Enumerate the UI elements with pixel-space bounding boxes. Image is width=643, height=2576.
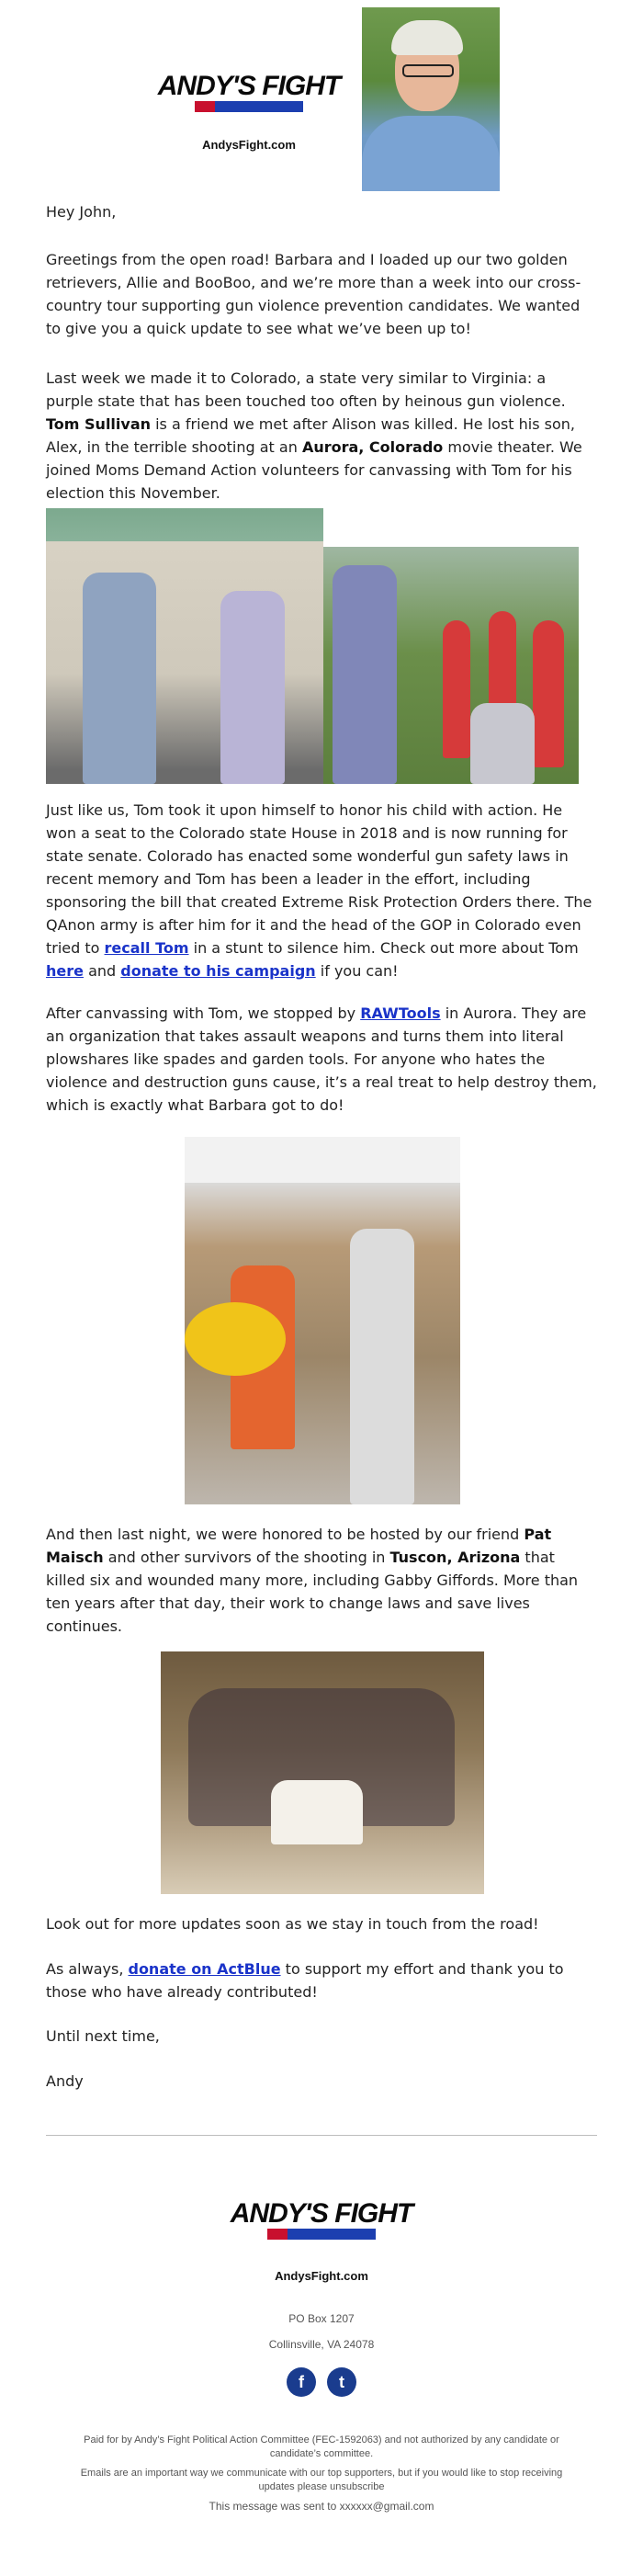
signoff: Until next time, <box>46 2027 160 2045</box>
facebook-icon[interactable]: f <box>287 2367 316 2397</box>
unsubscribe-note[interactable]: Emails are an important way we communicate with our top supporters, but if you would like to stop receiving updates please unsubscribe <box>80 2468 563 2492</box>
footer-po-box: PO Box 1207 <box>288 2312 355 2325</box>
footer-divider <box>46 2135 597 2136</box>
email-header <box>0 0 643 193</box>
paragraph-intro: Greetings from the open road! Barbara and I loaded up our two golden retrievers, Allie and BooBoo, and we’re more than a week into our cross-country tour supporting gun violence prevention candidates. We wanted to give you a quick update to see what we’ve been up to! <box>46 251 581 337</box>
andys-fight-logo[interactable] <box>157 71 341 112</box>
paragraph-donate: As always, donate on ActBlue to support my effort and thank you to those who have already contributed! <box>46 1960 564 2001</box>
paid-for-disclaimer: Paid for by Andy’s Fight Political Action Committee (FEC-1592063) and not authorized by any candidate or candidate’s committee. <box>84 2434 559 2459</box>
greeting: Hey John, <box>46 203 117 221</box>
donate-tom-campaign-link[interactable]: donate to his campaign <box>120 962 316 980</box>
paragraph-tom-sullivan: Just like us, Tom took it upon himself to honor his child with action. He won a seat to the Colorado state House in 2018 and is now running for state senate. Colorado has enacted some wonderful gun safety laws in recent memory and Tom has been a leader in the effort, including sponsoring the bill that created Extreme Risk Protection Orders there. The QAnon army is after him for it and the head of the GOP in Colorado even tried to recall Tom in a stunt to silence him. Check out more about Tom here and donate to his campaign if you can! <box>46 801 592 980</box>
footer-logo-flag-bar <box>267 2229 376 2240</box>
paragraph-rawtools: After canvassing with Tom, we stopped by RAWTools in Aurora. They are an organization that takes assault weapons and turns them into literal plowshares like spades and garden tools. For anyone who hates the violence and destruction guns cause, it’s a real treat to help destroy them, which is exactly what Barbara got to do! <box>46 1004 597 1114</box>
arizona-group-photo <box>161 1651 484 1894</box>
paragraph-arizona: And then last night, we were honored to be hosted by our friend Pat Maisch and other survivors of the shooting in Tuscon, Arizona that killed six and wounded many more, including Gabby Giffords. More than ten years after that day, their work to change laws and save lives continues. <box>46 1526 579 1635</box>
logo-wordmark: ANDY'S FIGHT <box>157 71 341 101</box>
paragraph-colorado: Last week we made it to Colorado, a state very similar to Virginia: a purple state that has been touched too often by heinous gun violence. Tom Sullivan is a friend we met after Alison was killed. He lost his son, Alex, in the terrible shooting at an Aurora, Colorado movie theater. We joined Moms Demand Action volunteers for canvassing with Tom for his election this November. <box>46 369 582 502</box>
twitter-icon[interactable]: t <box>327 2367 356 2397</box>
andy-portrait-photo <box>362 7 500 191</box>
donate-actblue-link[interactable]: donate on ActBlue <box>128 1960 281 1978</box>
canvassing-photo-collage <box>46 508 579 784</box>
signature: Andy <box>46 2072 84 2090</box>
rawtools-link[interactable]: RAWTools <box>360 1004 441 1022</box>
sent-to-note: This message was sent to xxxxxx@gmail.com <box>209 2500 434 2513</box>
volunteers-photo <box>323 547 579 784</box>
barbara-cutting-weapon-photo <box>185 1137 460 1504</box>
header-brand <box>143 7 355 152</box>
footer-city: Collinsville, VA 24078 <box>268 2338 375 2351</box>
footer-site-name[interactable]: AndysFight.com <box>275 2269 368 2283</box>
tom-andy-photo <box>46 508 323 784</box>
social-links <box>287 2367 356 2397</box>
recall-tom-link[interactable]: recall Tom <box>104 939 189 957</box>
paragraph-updates: Look out for more updates soon as we stay in touch from the road! <box>46 1915 539 1933</box>
logo-flag-bar <box>195 101 303 112</box>
tom-here-link[interactable]: here <box>46 962 84 980</box>
email-footer <box>0 2198 643 2514</box>
footer-logo-wordmark: ANDY'S FIGHT <box>230 2198 413 2229</box>
footer-logo[interactable] <box>230 2198 413 2240</box>
header-site-name[interactable]: AndysFight.com <box>202 138 296 152</box>
